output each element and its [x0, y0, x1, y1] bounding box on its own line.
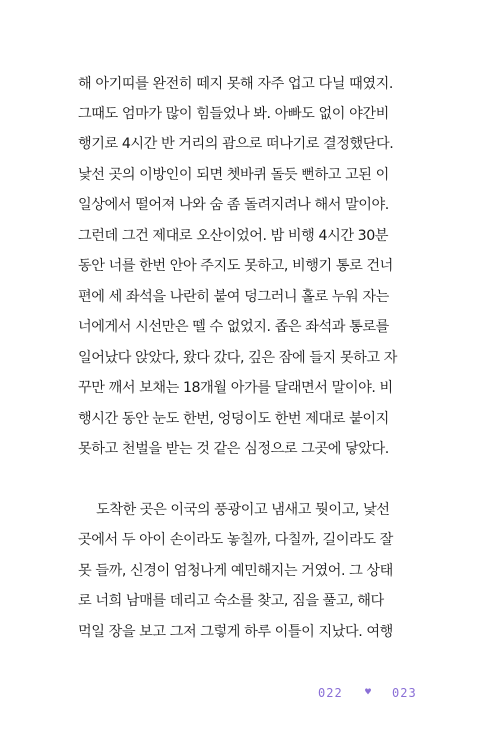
- text-line: 그런데 그건 제대로 오산이었어. 밤 비행 4시간 30분: [78, 228, 389, 244]
- heart-icon: ♥: [365, 687, 373, 698]
- text-line: 행시간 동안 눈도 한번, 엉덩이도 한번 제대로 붙이지: [78, 411, 389, 427]
- text-line: 곳에서 두 아이 손이라도 놓칠까, 다칠까, 길이라도 잘: [78, 532, 393, 548]
- text-line: 동안 너를 한번 안아 주지도 못하고, 비행기 통로 건너: [78, 258, 393, 274]
- text-line: 로 너희 남매를 데리고 숙소를 찾고, 짐을 풀고, 해다: [78, 593, 384, 609]
- text-line: 도착한 곳은 이국의 풍광이고 냄새고 뭣이고, 낯선: [96, 502, 390, 518]
- text-line: 일상에서 떨어져 나와 숨 좀 돌려지려나 해서 말이야.: [78, 197, 389, 213]
- text-line: 꾸만 깨서 보채는 18개월 아가를 달래면서 말이야. 비: [78, 380, 393, 396]
- text-line: 못 들까, 신경이 엄청나게 예민해지는 거였어. 그 상태: [78, 563, 393, 579]
- text-line: 못하고 천벌을 받는 것 같은 심정으로 그곳에 닿았다.: [78, 441, 389, 457]
- left-page-number: 022: [318, 686, 343, 700]
- text-line: 먹일 장을 보고 그저 그렇게 하루 이틀이 지났다. 여행: [78, 624, 393, 640]
- right-page-number: 023: [392, 686, 417, 700]
- text-line: 그때도 엄마가 많이 힘들었나 봐. 아빠도 없이 야간비: [78, 106, 389, 122]
- text-line: 너에게서 시선만은 뗄 수 없었지. 좁은 좌석과 통로를: [78, 319, 389, 335]
- text-line: 행기로 4시간 반 거리의 괌으로 떠나기로 결정했단다.: [78, 136, 394, 152]
- text-line: 일어났다 앉았다, 왔다 갔다, 깊은 잠에 들지 못하고 자: [78, 350, 397, 366]
- text-line: 낯선 곳의 이방인이 되면 쳇바퀴 돌듯 뻔하고 고된 이: [78, 167, 389, 183]
- text-line: 해 아기띠를 완전히 떼지 못해 자주 업고 다닐 때였지.: [78, 76, 393, 92]
- text-line: 편에 세 좌석을 나란히 붙여 덩그러니 홀로 누워 자는: [78, 289, 389, 305]
